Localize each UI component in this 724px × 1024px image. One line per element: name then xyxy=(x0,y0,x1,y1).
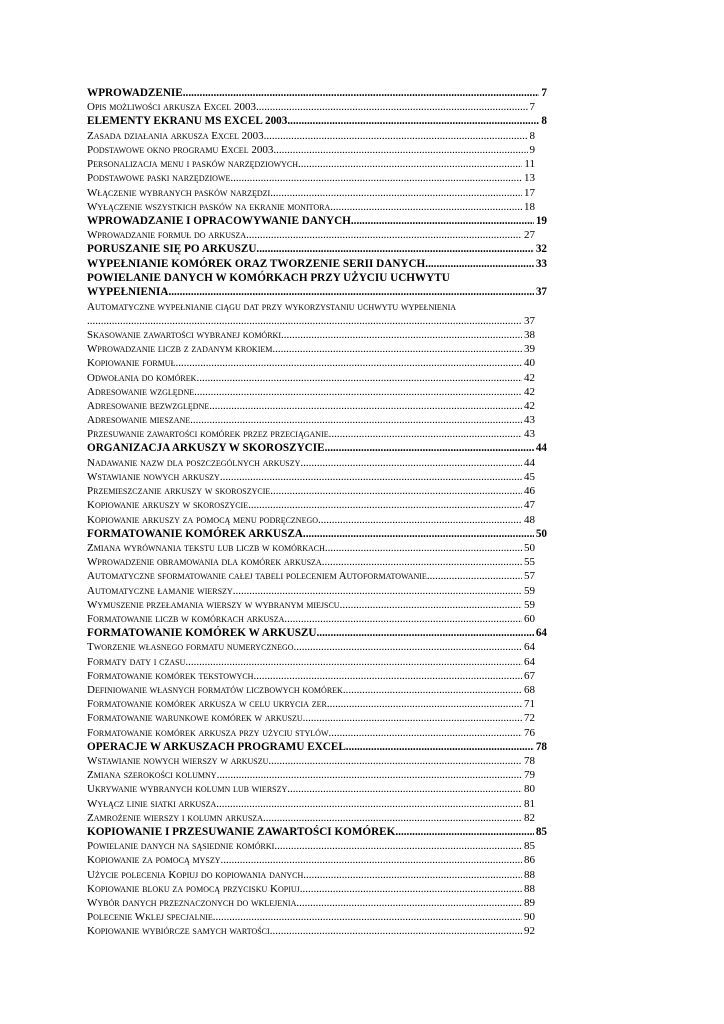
toc-entry-title: Wprowadzanie formuł do arkusza xyxy=(87,229,247,242)
toc-section-entry[interactable] xyxy=(87,839,547,853)
toc-dot-leader xyxy=(296,896,522,910)
toc-entry-title: Kopiowanie formuł xyxy=(87,357,176,370)
toc-entry-title: Adresowanie względne xyxy=(87,385,195,398)
toc-section-entry[interactable] xyxy=(87,328,547,342)
toc-page-number: 43 xyxy=(524,428,535,441)
toc-dot-leader xyxy=(248,498,522,512)
toc-entry-title: Adresowanie mieszane xyxy=(87,414,191,427)
toc-entry-title: Zamrożenie wierszy i kolumn arkusza xyxy=(87,811,263,824)
toc-entry-title: Wprowadzanie liczb z zadanym krokiem xyxy=(87,343,273,356)
toc-entry-title: Kopiowanie bloku za pomocą przycisku Kopiuj xyxy=(87,882,300,895)
toc-entry-title: Wprowadzenie obramowania dla komórek arkusza xyxy=(87,556,322,569)
toc-section-entry[interactable] xyxy=(87,100,547,114)
toc-entry-title-line: Automatyczne wypełnianie ciągu dat przy wykorzystaniu uchwytu wypełnienia xyxy=(87,300,457,313)
toc-dot-leader xyxy=(194,385,522,399)
toc-entry-title: Nadawanie nazw dla poszczególnych arkuszy xyxy=(87,456,301,469)
toc-page-number: 76 xyxy=(524,726,535,739)
toc-page-number: 37 xyxy=(535,286,547,299)
toc-section-entry[interactable] xyxy=(87,484,547,498)
toc-section-entry[interactable] xyxy=(87,882,547,896)
toc-entry-title: Formatowanie komórek arkusza przy użyciu stylów xyxy=(87,726,329,739)
toc-entry-title: Podstawowe paski narzędziowe xyxy=(87,172,231,185)
toc-dot-leader xyxy=(427,569,522,583)
toc-entry-title: Wyłączenie wszystkich pasków na ekranie monitora xyxy=(87,200,331,213)
toc-dot-leader xyxy=(298,157,522,171)
toc-entry-title: Tworzenie własnego formatu numerycznego xyxy=(87,641,294,654)
toc-dot-leader xyxy=(196,371,522,385)
toc-section-entry[interactable] xyxy=(87,186,547,200)
toc-section-entry[interactable] xyxy=(87,314,547,328)
toc-section-entry[interactable] xyxy=(87,797,547,811)
toc-dot-leader xyxy=(264,129,528,143)
toc-page-number: 64 xyxy=(524,655,535,668)
toc-section-entry[interactable] xyxy=(87,427,547,441)
toc-section-entry[interactable] xyxy=(87,640,547,654)
toc-dot-leader xyxy=(329,427,522,441)
toc-section-entry[interactable] xyxy=(87,470,547,484)
toc-page-number: 80 xyxy=(524,783,535,796)
toc-chapter-entry[interactable] xyxy=(87,285,547,299)
toc-page-number: 50 xyxy=(535,527,547,540)
toc-entry-title: Wyłącz linie siatki arkusza xyxy=(87,797,217,810)
toc-dot-leader xyxy=(270,484,522,498)
toc-section-entry[interactable] xyxy=(87,655,547,669)
toc-page-number: 57 xyxy=(524,570,535,583)
toc-entry-title: Zmiana wyrównania tekstu lub liczb w komórkach xyxy=(87,541,325,554)
toc-dot-leader xyxy=(256,242,533,256)
toc-entry-title-line: POWIELANIE DANYCH W KOMÓRKACH PRZY UŻYCIU UCHWYTU xyxy=(87,271,450,284)
toc-chapter-entry[interactable] xyxy=(87,86,547,100)
toc-entry-title: OPERACJE W ARKUSZACH PROGRAMU EXCEL xyxy=(87,740,346,753)
toc-section-entry[interactable] xyxy=(87,768,547,782)
toc-section-entry[interactable] xyxy=(87,683,547,697)
toc-page-number: 44 xyxy=(535,442,547,455)
toc-section-entry[interactable] xyxy=(87,584,547,598)
toc-dot-leader xyxy=(168,285,533,299)
toc-page-number: 40 xyxy=(524,357,535,370)
toc-dot-leader xyxy=(246,228,522,242)
toc-entry-title: Automatyczne sformatowanie całej tabeli poleceniem Autoformatowanie xyxy=(87,570,427,583)
toc-section-entry[interactable] xyxy=(87,399,547,413)
toc-chapter-entry[interactable] xyxy=(87,441,547,455)
toc-section-entry[interactable] xyxy=(87,171,547,185)
toc-dot-leader xyxy=(175,356,522,370)
toc-section-entry[interactable] xyxy=(87,697,547,711)
toc-entry-title: WYPEŁNIENIA xyxy=(87,286,169,299)
toc-dot-leader xyxy=(233,584,522,598)
toc-section-entry[interactable] xyxy=(87,541,547,555)
toc-page-number: 18 xyxy=(524,200,535,213)
toc-dot-leader xyxy=(268,754,522,768)
toc-page-number: 42 xyxy=(524,385,535,398)
toc-dot-leader xyxy=(322,555,522,569)
toc-dot-leader xyxy=(294,640,522,654)
toc-entry-title: Kopiowanie za pomocą myszy xyxy=(87,854,221,867)
toc-dot-leader xyxy=(330,200,522,214)
toc-section-entry[interactable] xyxy=(87,754,547,768)
toc-dot-leader xyxy=(216,797,522,811)
toc-dot-leader xyxy=(287,782,522,796)
toc-section-entry[interactable] xyxy=(87,157,547,171)
toc-dot-leader xyxy=(395,825,533,839)
toc-page-number: 78 xyxy=(524,755,535,768)
toc-chapter-entry[interactable] xyxy=(87,740,547,754)
toc-dot-leader xyxy=(256,100,528,114)
toc-entry-title: Przesuwanie zawartości komórek przez przeciąganie xyxy=(87,428,329,441)
toc-entry-title: Formatowanie liczb w komórkach arkusza xyxy=(87,612,285,625)
toc-entry-title: Kopiowanie wybiórcze samych wartości xyxy=(87,925,270,938)
toc-dot-leader xyxy=(209,399,522,413)
toc-page-number: 72 xyxy=(524,712,535,725)
toc-page-number: 42 xyxy=(524,371,535,384)
toc-dot-leader xyxy=(327,697,522,711)
toc-page-number: 59 xyxy=(524,598,535,611)
toc-dot-leader xyxy=(284,612,522,626)
toc-page-number: 82 xyxy=(524,811,535,824)
toc-section-entry[interactable] xyxy=(87,598,547,612)
toc-page-number: 55 xyxy=(524,556,535,569)
toc-page-number: 32 xyxy=(535,243,547,256)
toc-dot-leader xyxy=(221,853,522,867)
toc-page-number: 47 xyxy=(524,499,535,512)
toc-entry-title: FORMATOWANIE KOMÓREK W ARKUSZU xyxy=(87,627,317,640)
toc-page-number: 81 xyxy=(524,797,535,810)
toc-entry-title: Podstawowe okno programu Excel 2003 xyxy=(87,143,274,156)
toc-entry-title: Formatowanie komórek arkusza w celu ukrycia zer xyxy=(87,698,327,711)
toc-section-entry[interactable] xyxy=(87,143,547,157)
toc-dot-leader xyxy=(185,655,522,669)
toc-section-entry[interactable] xyxy=(87,924,547,938)
toc-dot-leader xyxy=(183,86,540,100)
toc-entry-title: Powielanie danych na sąsiednie komórki xyxy=(87,840,275,853)
toc-dot-leader xyxy=(325,541,522,555)
toc-dot-leader xyxy=(273,143,527,157)
toc-page-number: 33 xyxy=(535,257,547,270)
toc-entry-title: Ukrywanie wybranych kolumn lub wierszy xyxy=(87,783,288,796)
toc-dot-leader xyxy=(303,868,522,882)
toc-section-entry[interactable] xyxy=(87,200,547,214)
toc-section-entry[interactable] xyxy=(87,129,547,143)
toc-entry-title: Skasowanie zawartości wybranej komórki xyxy=(87,328,281,341)
toc-section-entry[interactable] xyxy=(87,726,547,740)
toc-entry-title: ORGANIZACJA ARKUSZY W SKOROSZYCIE xyxy=(87,442,325,455)
toc-page-number: 37 xyxy=(524,314,535,327)
table-of-contents xyxy=(87,86,547,939)
toc-page-number: 85 xyxy=(535,825,547,838)
toc-page-number: 19 xyxy=(535,214,547,227)
toc-entry-title: Kopiowanie arkuszy za pomocą menu podręcznego xyxy=(87,513,319,526)
toc-page-number: 90 xyxy=(524,911,535,924)
toc-entry-title: Wstawianie nowych wierszy w arkuszu xyxy=(87,755,269,768)
toc-entry-title: Formaty daty i czasu xyxy=(87,655,186,668)
toc-page-number: 45 xyxy=(524,470,535,483)
toc-section-entry[interactable] xyxy=(87,896,547,910)
toc-section-entry[interactable] xyxy=(87,868,547,882)
toc-entry-title: Wybór danych przeznaczonych do wklejenia xyxy=(87,897,297,909)
toc-section-entry[interactable] xyxy=(87,513,547,527)
toc-entry-title: Odwołania do komórek xyxy=(87,371,197,384)
toc-page-number: 48 xyxy=(524,513,535,526)
toc-page-number: 7 xyxy=(541,87,547,99)
toc-page-number: 67 xyxy=(524,669,535,682)
toc-page-number: 38 xyxy=(524,328,535,341)
toc-dot-leader xyxy=(272,342,522,356)
toc-section-entry[interactable] xyxy=(87,711,547,725)
toc-dot-leader xyxy=(190,413,522,427)
toc-dot-leader xyxy=(303,711,522,725)
toc-page-number: 43 xyxy=(524,414,535,427)
toc-entry-title: WPROWADZENIE xyxy=(87,87,183,99)
toc-section-entry[interactable] xyxy=(87,228,547,242)
toc-section-entry[interactable] xyxy=(87,669,547,683)
toc-chapter-entry[interactable] xyxy=(87,114,547,128)
toc-entry-title: Użycie polecenia Kopiuj do kopiowania danych xyxy=(87,868,304,881)
toc-chapter-entry[interactable] xyxy=(87,626,547,640)
toc-dot-leader xyxy=(303,527,534,541)
toc-chapter-entry[interactable] xyxy=(87,527,547,541)
toc-chapter-entry[interactable] xyxy=(87,214,547,228)
toc-section-entry[interactable] xyxy=(87,356,547,370)
toc-entry-title: Adresowanie bezwzględne xyxy=(87,399,210,412)
toc-page-number: 42 xyxy=(524,399,535,412)
toc-entry-title: Zasada działania arkusza Excel 2003 xyxy=(87,129,264,142)
toc-page-number: 27 xyxy=(524,229,535,242)
toc-page-number: 89 xyxy=(524,897,535,909)
toc-dot-leader xyxy=(343,683,522,697)
toc-section-entry[interactable] xyxy=(87,456,547,470)
toc-dot-leader xyxy=(253,669,522,683)
toc-entry-title: Wstawianie nowych arkuszy xyxy=(87,470,220,483)
toc-dot-leader xyxy=(425,257,534,271)
toc-page-number: 44 xyxy=(524,456,535,469)
toc-section-entry[interactable] xyxy=(87,569,547,583)
toc-entry-title: Zmiana szerokości kolumny xyxy=(87,769,217,782)
toc-entry-title: Wymuszenie przełamania wierszy w wybranym miejscu xyxy=(87,598,340,611)
toc-page-number: 11 xyxy=(524,158,535,171)
toc-page-number: 71 xyxy=(524,698,535,711)
toc-entry-title: Definiowanie własnych formatów liczbowych komórek xyxy=(87,683,343,696)
toc-entry-title: WPROWADZANIE I OPRACOWYWANIE DANYCH xyxy=(87,214,351,227)
toc-page-number: 39 xyxy=(524,343,535,356)
toc-dot-leader xyxy=(230,171,522,185)
toc-page-number: 50 xyxy=(524,541,535,554)
toc-chapter-entry[interactable] xyxy=(87,825,547,839)
toc-dot-leader xyxy=(87,314,522,328)
toc-entry-title: ELEMENTY EKRANU MS EXCEL 2003 xyxy=(87,115,288,128)
toc-dot-leader xyxy=(281,328,522,342)
toc-entry-title: FORMATOWANIE KOMÓREK ARKUSZA xyxy=(87,527,303,540)
toc-page-number: 60 xyxy=(524,612,535,625)
toc-page-number: 64 xyxy=(524,641,535,654)
toc-page-number: 85 xyxy=(524,840,535,853)
toc-entry-title: Automatyczne łamanie wierszy xyxy=(87,584,233,597)
toc-page-number: 8 xyxy=(529,129,535,142)
toc-entry-title: Formatowanie komórek tekstowych xyxy=(87,669,254,682)
toc-dot-leader xyxy=(270,924,522,938)
toc-entry-title: Włączenie wybranych pasków narzędzi xyxy=(87,186,271,199)
toc-entry-title: Formatowanie warunkowe komórek w arkuszu xyxy=(87,712,303,725)
toc-dot-leader xyxy=(274,839,522,853)
toc-page-number: 9 xyxy=(529,143,535,156)
toc-dot-leader xyxy=(340,598,522,612)
toc-section-entry[interactable] xyxy=(87,811,547,825)
toc-page-number: 88 xyxy=(524,882,535,895)
toc-dot-leader xyxy=(329,726,523,740)
toc-page-number: 7 xyxy=(529,101,535,114)
toc-entry-title: Opis możliwości arkusza Excel 2003 xyxy=(87,101,256,114)
toc-chapter-entry[interactable] xyxy=(87,242,547,256)
toc-page-number: 86 xyxy=(524,854,535,867)
toc-dot-leader xyxy=(270,186,522,200)
toc-page-number: 59 xyxy=(524,584,535,597)
toc-entry-title: KOPIOWANIE I PRZESUWANIE ZAWARTOŚCI KOMÓREK xyxy=(87,825,396,838)
toc-page-number: 79 xyxy=(524,769,535,782)
toc-section-entry[interactable] xyxy=(87,371,547,385)
toc-page-number: 64 xyxy=(535,627,547,640)
toc-section-entry[interactable] xyxy=(87,413,547,427)
toc-section-entry[interactable] xyxy=(87,910,547,924)
toc-dot-leader xyxy=(263,811,522,825)
toc-section-entry[interactable] xyxy=(87,498,547,512)
toc-entry-title: WYPEŁNIANIE KOMÓREK ORAZ TWORZENIE SERII DANYCH xyxy=(87,257,426,270)
toc-entry-title: Kopiowanie arkuszy w skoroszycie xyxy=(87,499,249,512)
toc-section-entry[interactable] xyxy=(87,342,547,356)
toc-dot-leader xyxy=(325,441,534,455)
toc-dot-leader xyxy=(287,114,539,128)
toc-section-entry[interactable] xyxy=(87,853,547,867)
toc-dot-leader xyxy=(300,882,522,896)
toc-section-entry[interactable] xyxy=(87,555,547,569)
toc-page-number: 46 xyxy=(524,485,535,498)
toc-page-number: 92 xyxy=(524,925,535,938)
toc-dot-leader xyxy=(316,626,533,640)
toc-page-number: 68 xyxy=(524,683,535,696)
toc-dot-leader xyxy=(300,456,522,470)
toc-entry-title: Personalizacja menu i pasków narzędziowych xyxy=(87,158,299,171)
toc-page-number: 78 xyxy=(535,740,547,753)
toc-entry-title: Polecenie Wklej specjalnie xyxy=(87,911,213,924)
toc-chapter-entry[interactable] xyxy=(87,257,547,271)
toc-page-number: 13 xyxy=(524,172,535,185)
toc-dot-leader xyxy=(351,214,534,228)
toc-section-entry[interactable] xyxy=(87,782,547,796)
toc-page-number: 17 xyxy=(524,186,535,199)
toc-dot-leader xyxy=(213,910,522,924)
toc-page-number: 8 xyxy=(541,115,547,128)
toc-section-entry[interactable] xyxy=(87,385,547,399)
toc-entry-title: PORUSZANIE SIĘ PO ARKUSZU xyxy=(87,243,257,256)
toc-dot-leader xyxy=(217,768,522,782)
toc-dot-leader xyxy=(318,513,522,527)
toc-dot-leader xyxy=(220,470,522,484)
toc-section-entry[interactable] xyxy=(87,612,547,626)
toc-dot-leader xyxy=(346,740,534,754)
toc-page-number: 88 xyxy=(524,868,535,881)
toc-entry-title: Przemieszczanie arkuszy w skoroszycie xyxy=(87,485,271,498)
